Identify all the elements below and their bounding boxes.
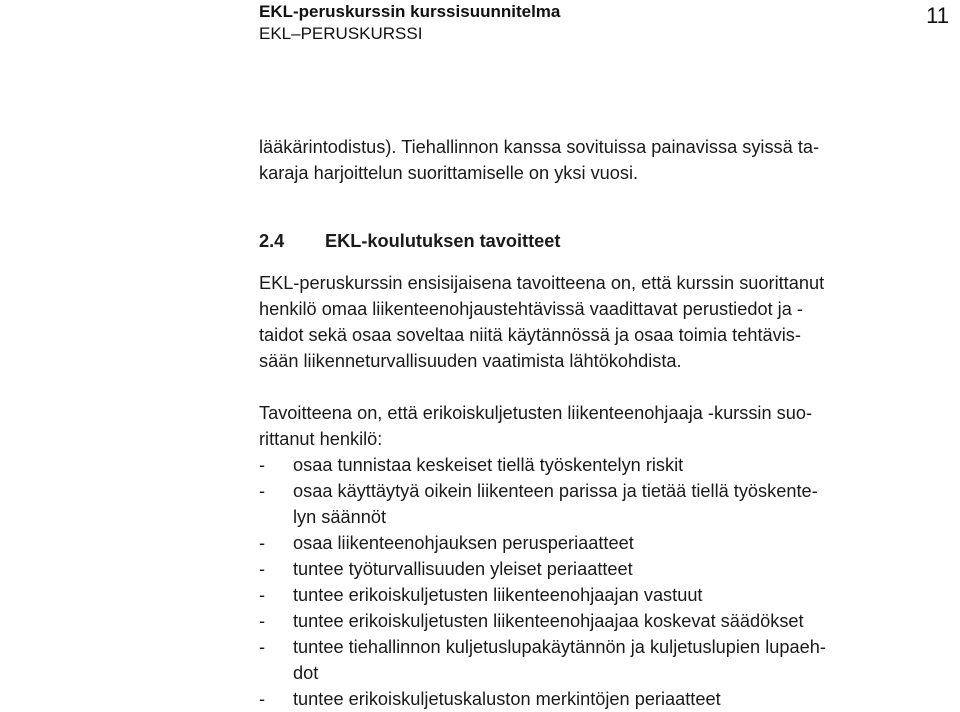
paragraph-line: henkilö omaa liikenteenohjaustehtävissä vaadittavat perustiedot ja - — [259, 299, 803, 319]
page-number: 11 — [926, 3, 949, 28]
paragraph-line: lääkärintodistus). Tiehallinnon kanssa sovituissa painavissa syissä ta- — [259, 137, 820, 157]
intro-paragraph — [259, 134, 959, 186]
section-number: 2.4 — [259, 231, 285, 251]
list-item-text: osaa liikenteenohjauksen perusperiaatteet — [293, 533, 634, 553]
paragraph-line: sään liikenneturvallisuuden vaatimista lähtökohdista. — [259, 351, 682, 371]
list-item-text: osaa tunnistaa keskeiset tiellä työskentelyn riskit — [293, 455, 684, 475]
list-item-text: tuntee tiehallinnon kuljetuslupakäytännön ja kuljetuslupien lupaeh- — [293, 637, 826, 657]
list-item-text: tuntee työturvallisuuden yleiset periaatteet — [293, 559, 633, 579]
paragraph-line: karaja harjoittelun suorittamiselle on yksi vuosi. — [259, 163, 639, 183]
page-header — [259, 2, 949, 46]
list-item — [259, 478, 959, 530]
list-item — [259, 608, 959, 634]
list-dash: - — [259, 455, 266, 475]
list-item-text: osaa käyttäytyä oikein liikenteen parissa ja tietää tiellä työskente- — [293, 481, 818, 501]
header-title: EKL-peruskurssin kurssisuunnitelma — [259, 2, 561, 21]
list-item — [259, 452, 959, 478]
list-dash: - — [259, 481, 266, 501]
list-dash: - — [259, 611, 266, 631]
paragraph-2 — [259, 400, 959, 452]
list-item-text: tuntee erikoiskuljetusten liikenteenohjaajan vastuut — [293, 585, 703, 605]
list-item-text: dot — [293, 663, 319, 683]
paragraph-line: EKL-peruskurssin ensisijaisena tavoitteena on, että kurssin suorittanut — [259, 273, 825, 293]
objectives-list — [259, 452, 959, 712]
list-item — [259, 530, 959, 556]
paragraph-1 — [259, 270, 959, 374]
paragraph-line: rittanut henkilö: — [259, 429, 383, 449]
list-item — [259, 582, 959, 608]
list-item — [259, 686, 959, 712]
paragraph-line: taidot sekä osaa soveltaa niitä käytännössä ja osaa toimia tehtävis- — [259, 325, 801, 345]
section-heading — [259, 228, 560, 254]
section-title: EKL-koulutuksen tavoitteet — [325, 231, 561, 251]
list-dash: - — [259, 637, 266, 657]
header-subtitle: EKL–PERUSKURSSI — [259, 24, 423, 43]
list-dash: - — [259, 559, 266, 579]
list-item-text: lyn säännöt — [293, 507, 387, 527]
list-dash: - — [259, 689, 266, 709]
list-dash: - — [259, 533, 266, 553]
list-dash: - — [259, 585, 266, 605]
list-item — [259, 556, 959, 582]
paragraph-line: Tavoitteena on, että erikoiskuljetusten liikenteenohjaaja -kurssin suo- — [259, 403, 813, 423]
list-item-text: tuntee erikoiskuljetuskaluston merkintöjen periaatteet — [293, 689, 721, 709]
list-item — [259, 634, 959, 686]
list-item-text: tuntee erikoiskuljetusten liikenteenohjaajaa koskevat säädökset — [293, 611, 804, 631]
